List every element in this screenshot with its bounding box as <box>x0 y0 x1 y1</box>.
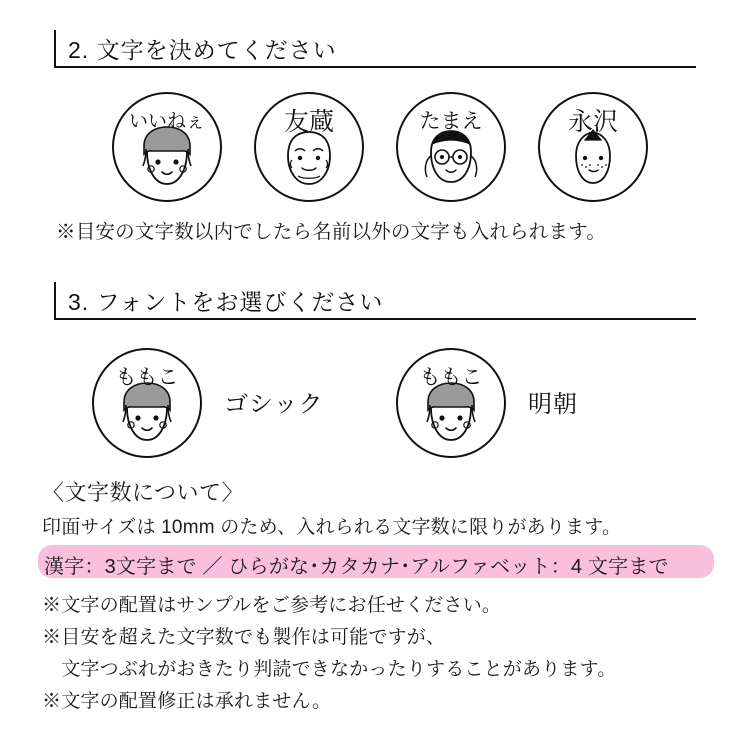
char-count-note-3: 文字つぶれがおきたり判読できなかったりすることがあります。 <box>42 659 617 680</box>
name-stamp-4-text: 永沢 <box>567 108 618 136</box>
section-3-title: フォントをお選びください <box>96 289 384 315</box>
section-2-label <box>68 32 337 65</box>
section-3-number: 3. <box>68 289 90 315</box>
name-stamp-4 <box>538 92 648 202</box>
font-sample-1-text: ももこ <box>115 366 179 389</box>
font-sample-2-label: 明朝 <box>528 392 578 418</box>
char-count-note-1: ※文字の配置はサンプルをご参考にお任せください。 <box>42 595 502 616</box>
section-2-number: 2. <box>68 37 90 63</box>
name-stamp-3-text: たまえ <box>419 110 483 133</box>
char-count-intro: 印面サイズは 10mm のため、入れられる文字数に限りがあります。 <box>42 517 622 538</box>
section-2-title: 文字を決めてください <box>96 37 337 63</box>
char-count-note-4: ※文字の配置修正は承れません。 <box>42 691 332 712</box>
char-count-note-2: ※目安を超えた文字数でも製作は可能ですが、 <box>42 627 446 648</box>
font-sample-2-text: ももこ <box>419 365 483 389</box>
name-stamp-1-text: いいねぇ <box>128 111 205 132</box>
note-after-stamps: ※目安の文字数以内でしたら名前以外の文字も入れられます。 <box>56 221 607 243</box>
name-stamp-3 <box>396 92 506 202</box>
font-sample-stamp-gothic <box>92 348 202 458</box>
section-3-label <box>68 284 383 317</box>
name-stamp-2-text: 友蔵 <box>283 108 334 136</box>
name-stamp-1 <box>112 92 222 202</box>
char-limit-text: 漢字：3文字まで ／ ひらがな･カタカナ･アルファベット：4 文字まで <box>44 556 669 578</box>
font-sample-stamp-mincho <box>396 348 506 458</box>
char-count-title: 〈文字数について〉 <box>42 480 245 505</box>
font-sample-1-label: ゴシック <box>224 391 324 418</box>
name-stamp-2 <box>254 92 364 202</box>
